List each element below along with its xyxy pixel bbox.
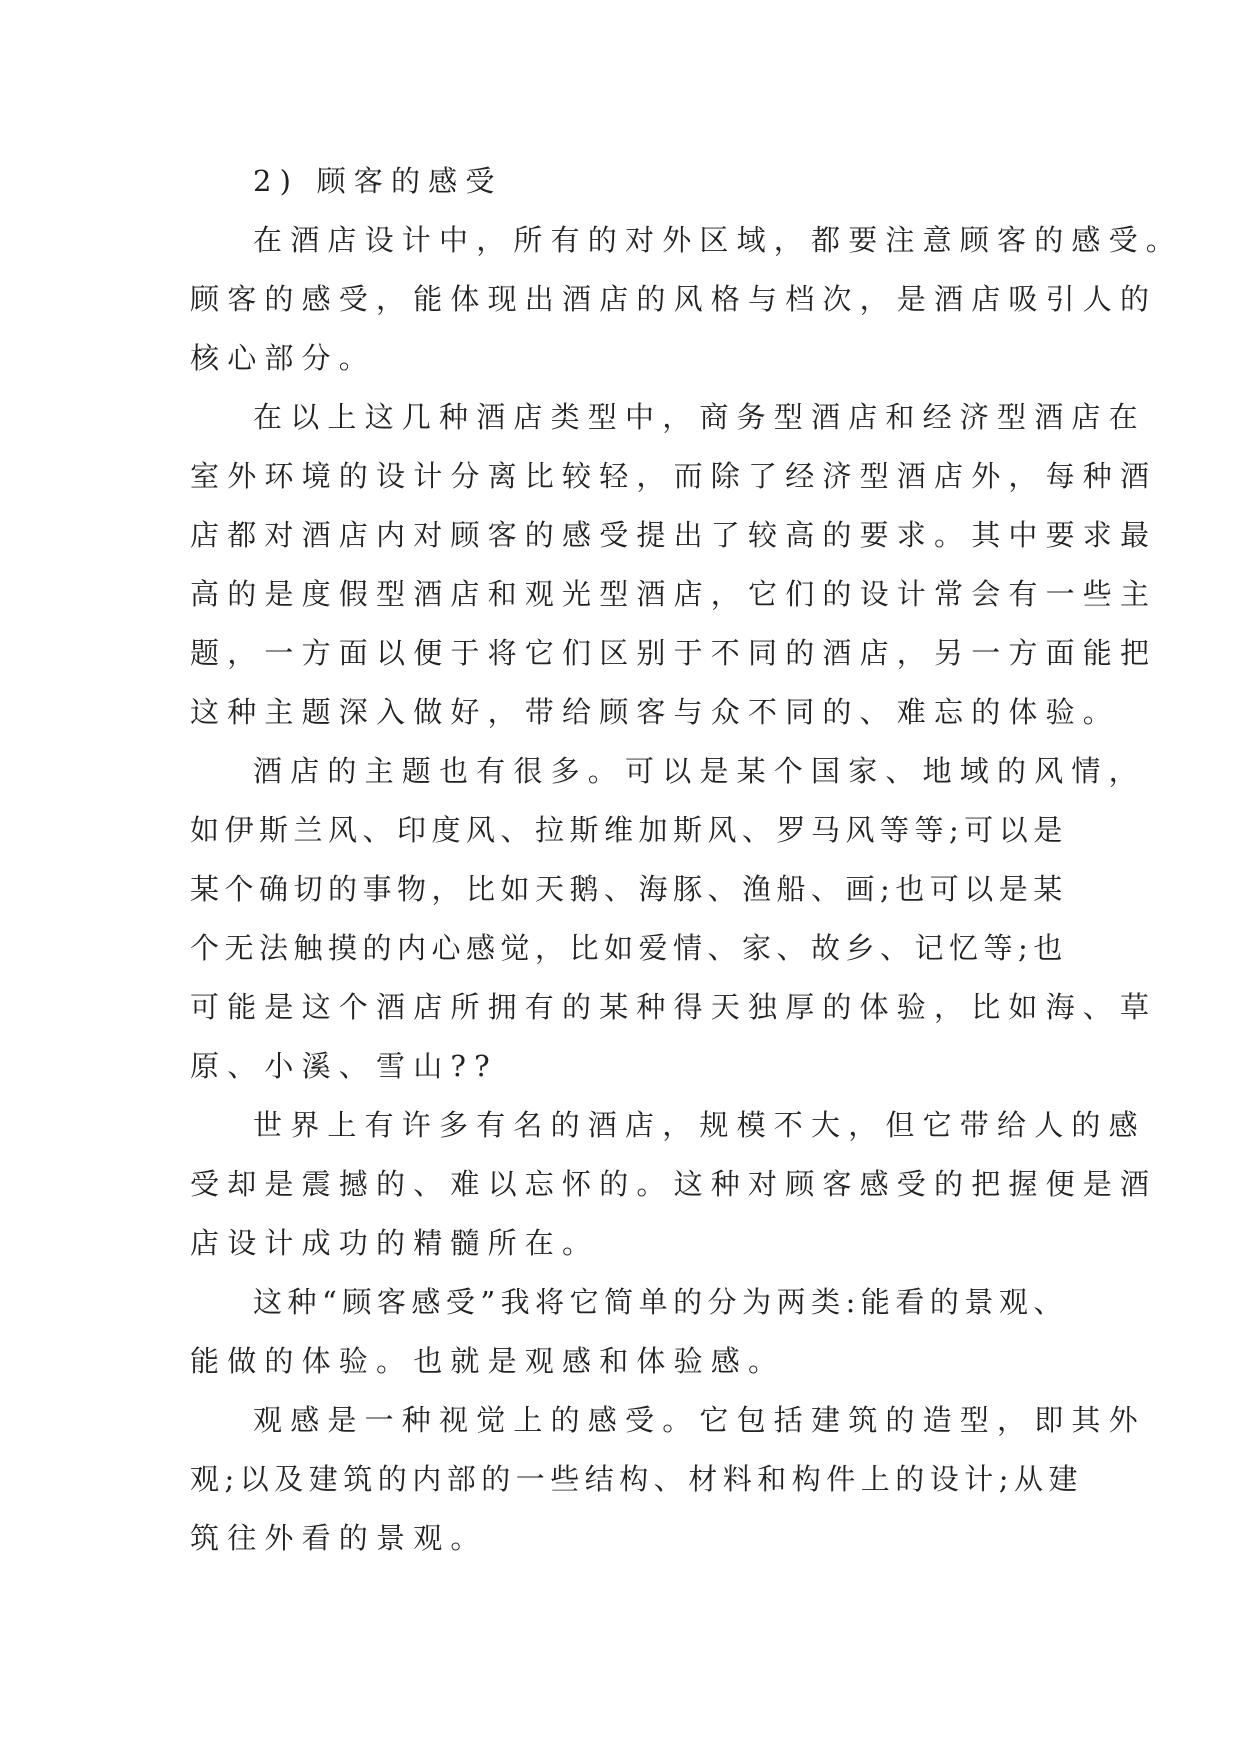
text-line: 如伊斯兰风、印度风、拉斯维加斯风、罗马风等等;可以是	[190, 813, 1068, 847]
section-heading: 2) 顾客的感受	[253, 164, 503, 198]
text-line: 某个确切的事物，比如天鹅、海豚、渔船、画;也可以是某	[190, 872, 1068, 906]
text-line: 世界上有许多有名的酒店，规模不大，但它带给人的感	[253, 1108, 1146, 1142]
text-line: 酒店的主题也有很多。可以是某个国家、地域的风情，	[253, 754, 1146, 788]
text-line: 题，一方面以便于将它们区别于不同的酒店，另一方面能把	[190, 636, 1158, 670]
text-line: 筑往外看的景观。	[190, 1521, 488, 1555]
text-line: 能做的体验。也就是观感和体验感。	[190, 1344, 786, 1378]
text-line: 在酒店设计中，所有的对外区域，都要注意顾客的感受。	[253, 223, 1184, 257]
text-line: 在以上这几种酒店类型中，商务型酒店和经济型酒店在	[253, 400, 1146, 434]
text-line: 顾客的感受，能体现出酒店的风格与档次，是酒店吸引人的	[190, 282, 1158, 316]
text-line: 这种“顾客感受”我将它简单的分为两类:能看的景观、	[253, 1285, 1068, 1319]
text-line: 观感是一种视觉上的感受。它包括建筑的造型，即其外	[253, 1403, 1146, 1437]
text-line: 受却是震撼的、难以忘怀的。这种对顾客感受的把握便是酒	[190, 1167, 1158, 1201]
text-line: 观;以及建筑的内部的一些结构、材料和构件上的设计;从建	[190, 1462, 1084, 1496]
text-line: 这种主题深入做好，带给顾客与众不同的、难忘的体验。	[190, 695, 1121, 729]
text-line: 核心部分。	[190, 341, 377, 375]
text-line: 高的是度假型酒店和观光型酒店，它们的设计常会有一些主	[190, 577, 1158, 611]
text-line: 室外环境的设计分离比较轻，而除了经济型酒店外，每种酒	[190, 459, 1158, 493]
text-line: 原、小溪、雪山??	[190, 1049, 498, 1083]
document-body	[190, 152, 1184, 1568]
text-line: 可能是这个酒店所拥有的某种得天独厚的体验，比如海、草	[190, 990, 1158, 1024]
text-line: 店都对酒店内对顾客的感受提出了较高的要求。其中要求最	[190, 518, 1158, 552]
text-line: 店设计成功的精髓所在。	[190, 1226, 600, 1260]
text-line: 个无法触摸的内心感觉，比如爱情、家、故乡、记忆等;也	[190, 931, 1068, 965]
